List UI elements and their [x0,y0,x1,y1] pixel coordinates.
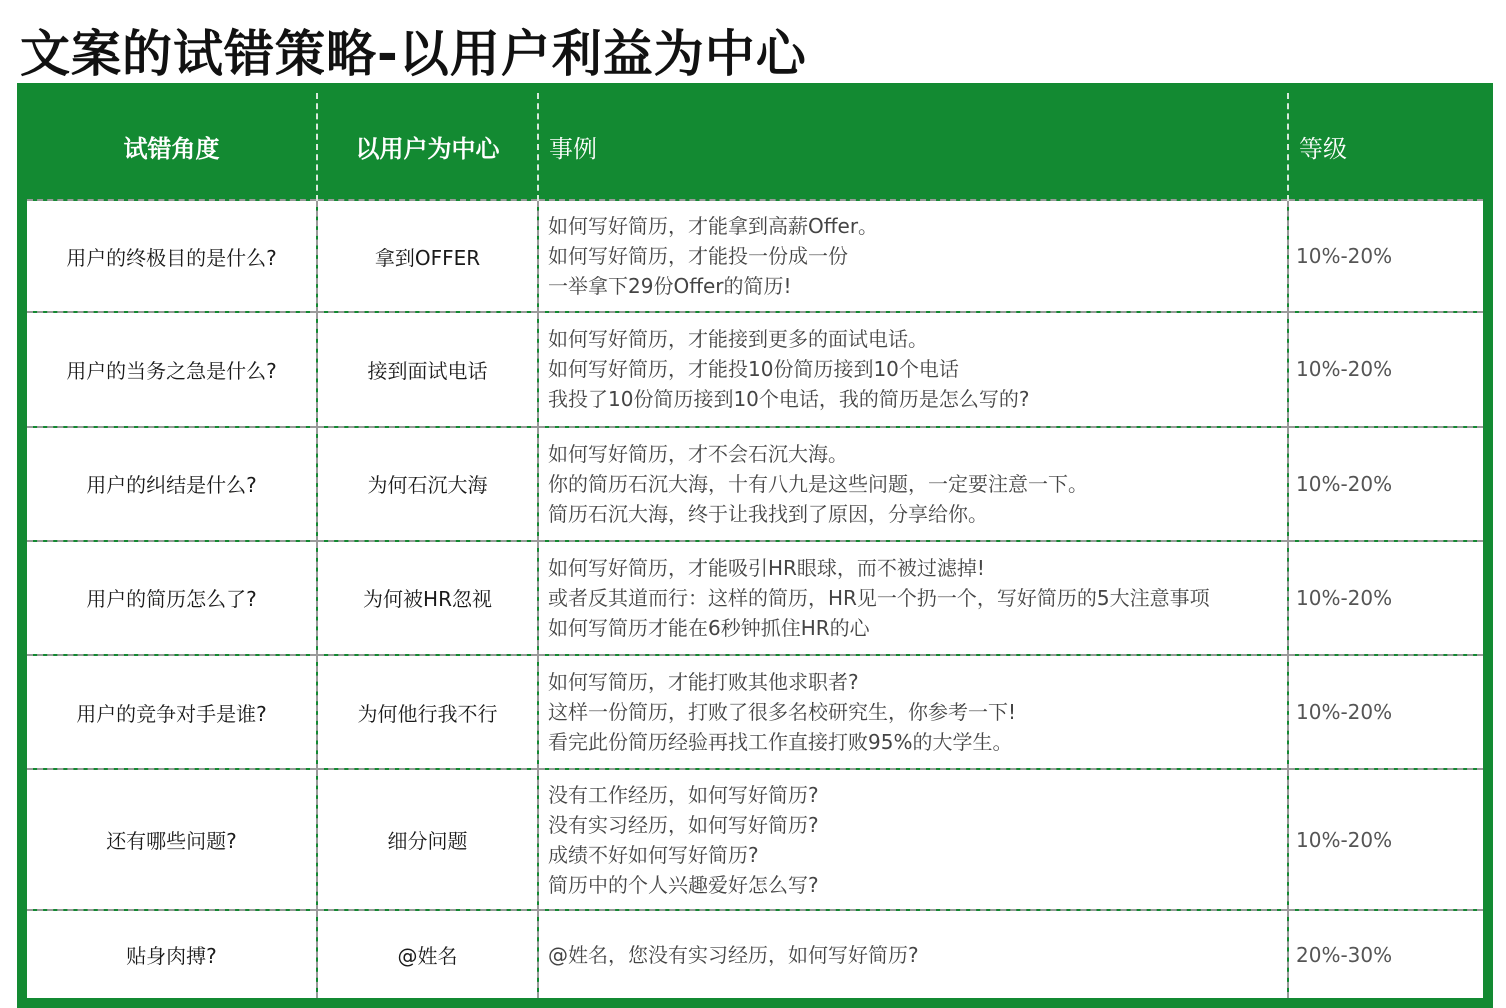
example-line: 没有实习经历，如何写好简历? [548,812,819,837]
table-row [27,427,1483,541]
cell-center: 为何被HR忽视 [317,541,538,655]
cell-level: 10%-20% [1288,200,1483,312]
example-line: 简历石沉大海，终于让我找到了原因，分享给你。 [548,501,988,526]
examples-clip [548,780,1287,900]
cell-examples [538,200,1288,312]
cell-examples [538,769,1288,910]
cell-examples [538,910,1288,998]
page-title: 文案的试错策略-以用户利益为中心 [20,25,807,83]
example-line: 成绩不好如何写好简历? [548,842,759,867]
example-line: 简历中的个人兴趣爱好怎么写? [548,872,819,897]
table-body [27,200,1483,998]
cell-level: 10%-20% [1288,769,1483,910]
cell-examples [538,655,1288,769]
cell-level: 10%-20% [1288,312,1483,426]
cell-angle: 用户的简历怎么了? [27,541,317,655]
example-line: 看完此份简历经验再找工作直接打败95%的大学生。 [548,730,1013,755]
cell-center: 细分问题 [317,769,538,910]
header-center: 以用户为中心 [317,93,538,200]
cell-level: 20%-30% [1288,910,1483,998]
header-row [27,93,1483,200]
example-line: 如何写简历才能在6秒钟抓住HR的心 [548,615,870,640]
example-line: 如何写好简历，才能投10份简历接到10个电话 [548,357,959,382]
cell-center: 为何他行我不行 [317,655,538,769]
cell-examples [538,427,1288,541]
table-header [27,93,1483,200]
example-line: 如何写好简历，才能接到更多的面试电话。 [548,327,928,352]
example-line: 或者反其道而行：这样的简历，HR见一个扔一个，写好简历的5大注意事项 [548,585,1210,610]
table-row [27,200,1483,312]
table-row [27,910,1483,998]
header-angle: 试错角度 [27,93,317,200]
strategy-table [27,93,1483,998]
example-line: @姓名，您没有实习经历，如何写好简历? [548,942,919,967]
example-line: 我投了10份简历接到10个电话，我的简历是怎么写的? [548,387,1030,412]
cell-angle: 用户的纠结是什么? [27,427,317,541]
cell-level: 10%-20% [1288,541,1483,655]
cell-angle: 还有哪些问题? [27,769,317,910]
example-line: 如何写好简历，才能吸引HR眼球，而不被过滤掉! [548,555,985,580]
table-frame [17,83,1493,1008]
example-line: 如何写好简历，才不会石沉大海。 [548,441,848,466]
cell-level: 10%-20% [1288,655,1483,769]
cell-examples [538,541,1288,655]
table-row [27,769,1483,910]
cell-center: 为何石沉大海 [317,427,538,541]
cell-angle: 用户的当务之急是什么? [27,312,317,426]
header-examples: 事例 [538,93,1288,200]
example-line: 一举拿下29份Offer的简历! [548,274,792,299]
cell-center: 接到面试电话 [317,312,538,426]
cell-angle: 用户的竞争对手是谁? [27,655,317,769]
example-line: 这样一份简历，打败了很多名校研究生，你参考一下! [548,700,1017,725]
header-level: 等级 [1288,93,1483,200]
example-line: 如何写好简历，才能投一份成一份 [548,244,848,269]
table-row [27,541,1483,655]
example-line: 如何写好简历，才能拿到高薪Offer。 [548,214,879,239]
cell-angle: 用户的终极目的是什么? [27,200,317,312]
example-line: 没有工作经历，如何写好简历? [548,782,819,807]
cell-angle: 贴身肉搏? [27,910,317,998]
cell-center: 拿到OFFER [317,200,538,312]
table-row [27,655,1483,769]
cell-center: @姓名 [317,910,538,998]
example-line: 如何写简历，才能打败其他求职者? [548,670,859,695]
example-line: 你的简历石沉大海，十有八九是这些问题，一定要注意一下。 [548,471,1088,496]
cell-examples [538,312,1288,426]
table-row [27,312,1483,426]
cell-level: 10%-20% [1288,427,1483,541]
